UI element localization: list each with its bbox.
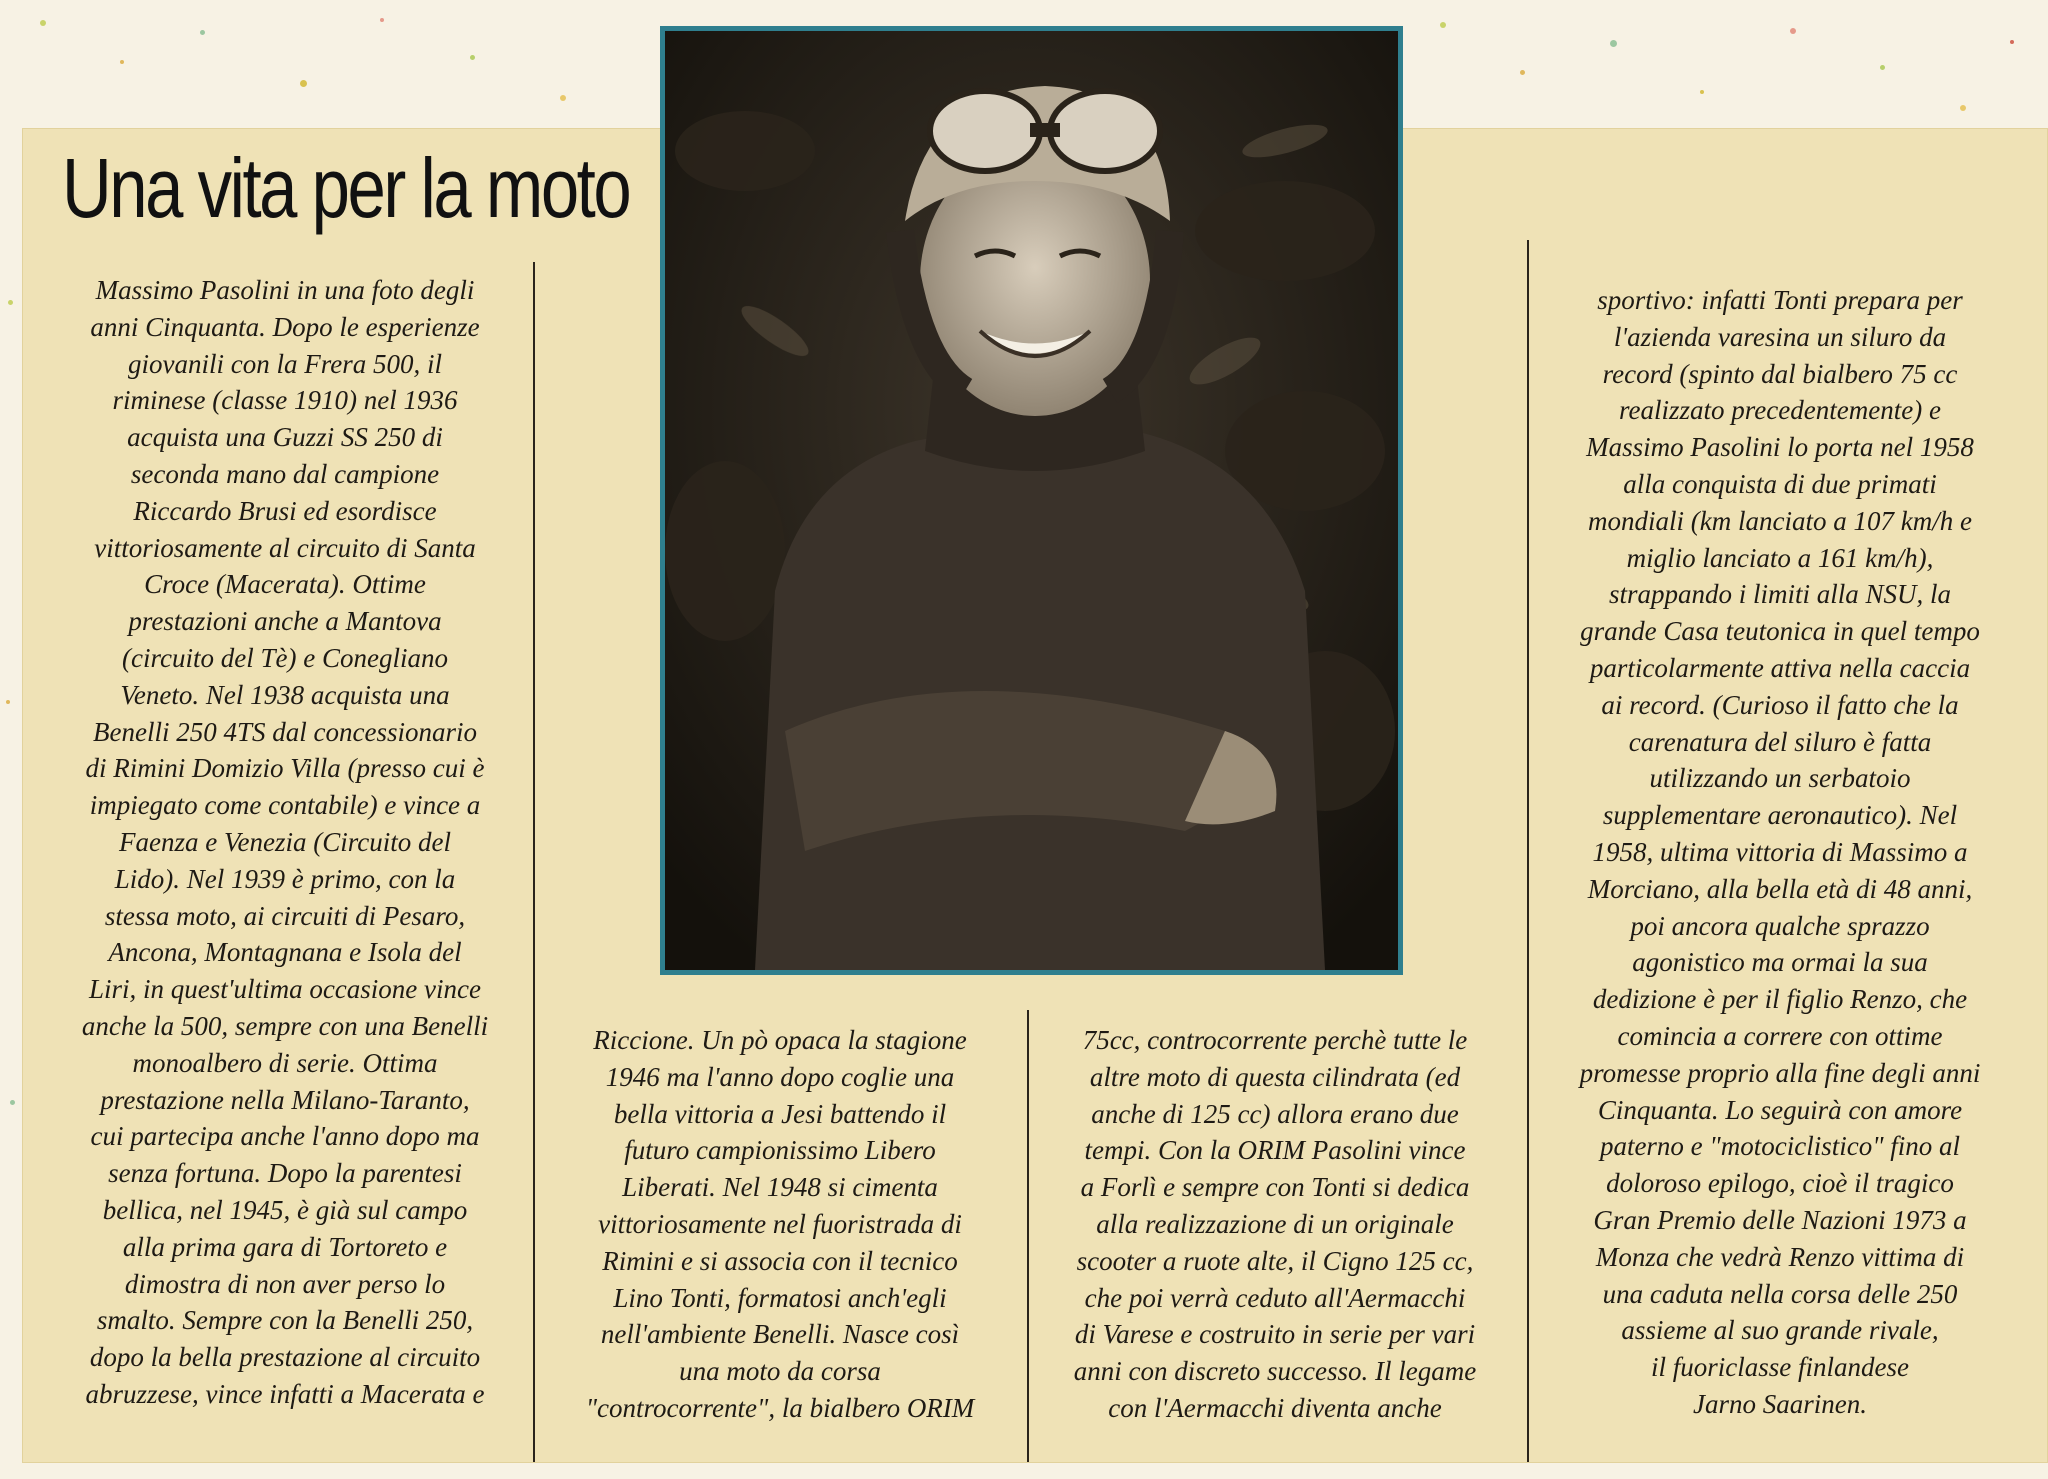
article-column-4: sportivo: infatti Tonti prepara per l'azienda varesina un siluro da record (spinto dal bialbero 75 cc realizzato precedentemente) e Massimo Pasolini lo porta nel 1958 alla conquista di due primati mondiali (km lanciato a 107 km/h e miglio lanciato a 161 km/h), strappando i limiti alla NSU, la grande Casa teutonica in quel tempo particolarmente attiva nella caccia ai record. (Curioso il fatto che la carenatura del siluro è fatta utilizzando un serbatoio supplementare aeronautico). Nel 1958, ultima vittoria di Massimo a Morciano, alla bella età di 48 anni, poi ancora qualche sprazzo agonistico ma ormai la sua dedizione è per il figlio Renzo, che comincia a correre con ottime promesse proprio alla fine degli anni Cinquanta. Lo seguirà con amore paterno e "motociclistico" fino al doloroso epilogo, cioè il tragico Gran Premio delle Nazioni 1973 a Monza che vedrà Renzo vittima di una caduta nella corsa delle 250 assieme al suo grande rivale, il fuoriclasse finlandese Jarno Saarinen.: [1579, 285, 1981, 1419]
column-divider: [1527, 240, 1529, 1462]
article-column-2: Riccione. Un pò opaca la stagione 1946 ma l'anno dopo coglie una bella vittoria a Jesi battendo il futuro campionissimo Libero Liberati. Nel 1948 si cimenta vittoriosamente nel fuoristrada di Rimini e si associa con il tecnico Lino Tonti, formatosi anch'egli nell'ambiente Benelli. Nasce così una moto da corsa "controcorrente", la bialbero ORIM: [585, 1025, 975, 1423]
column-divider: [533, 262, 535, 1462]
article-title: Una vita per la moto: [62, 141, 630, 235]
column-divider: [1027, 1010, 1029, 1462]
article-column-3: 75cc, controcorrente perchè tutte le altre moto di questa cilindrata (ed anche di 125 cc) allora erano due tempi. Con la ORIM Pasolini vince a Forlì e sempre con Tonti si dedica alla realizzazione di un originale scooter a ruote alte, il Cigno 125 cc, che poi verrà ceduto all'Aermacchi di Varese e costruito in serie per vari anni con discreto successo. Il legame con l'Aermacchi diventa anche: [1073, 1025, 1477, 1423]
rider-illustration: [665, 31, 1398, 970]
rider-photo: [660, 26, 1403, 975]
article-column-1: Massimo Pasolini in una foto degli anni Cinquanta. Dopo le esperienze giovanili con la Frera 500, il riminese (classe 1910) nel 1936 acquista una Guzzi SS 250 di seconda mano dal campione Riccardo Brusi ed esordisce vittoriosamente al circuito di Santa Croce (Macerata). Ottime prestazioni anche a Mantova (circuito del Tè) e Conegliano Veneto. Nel 1938 acquista una Benelli 250 4TS dal concessionario di Rimini Domizio Villa (presso cui è impiegato come contabile) e vince a Faenza e Venezia (Circuito del Lido). Nel 1939 è primo, con la stessa moto, ai circuiti di Pesaro, Ancona, Montagnana e Isola del Liri, in quest'ultima occasione vince anche la 500, sempre con una Benelli monoalbero di serie. Ottima prestazione nella Milano-Taranto, cui partecipa anche l'anno dopo ma senza fortuna. Dopo la parentesi bellica, nel 1945, è già sul campo alla prima gara di Tortoreto e dimostra di non aver perso lo smalto. Sempre con la Benelli 250, dopo la bella prestazione al circuito abruzzese, vince infatti a Macerata e: [81, 275, 489, 1409]
